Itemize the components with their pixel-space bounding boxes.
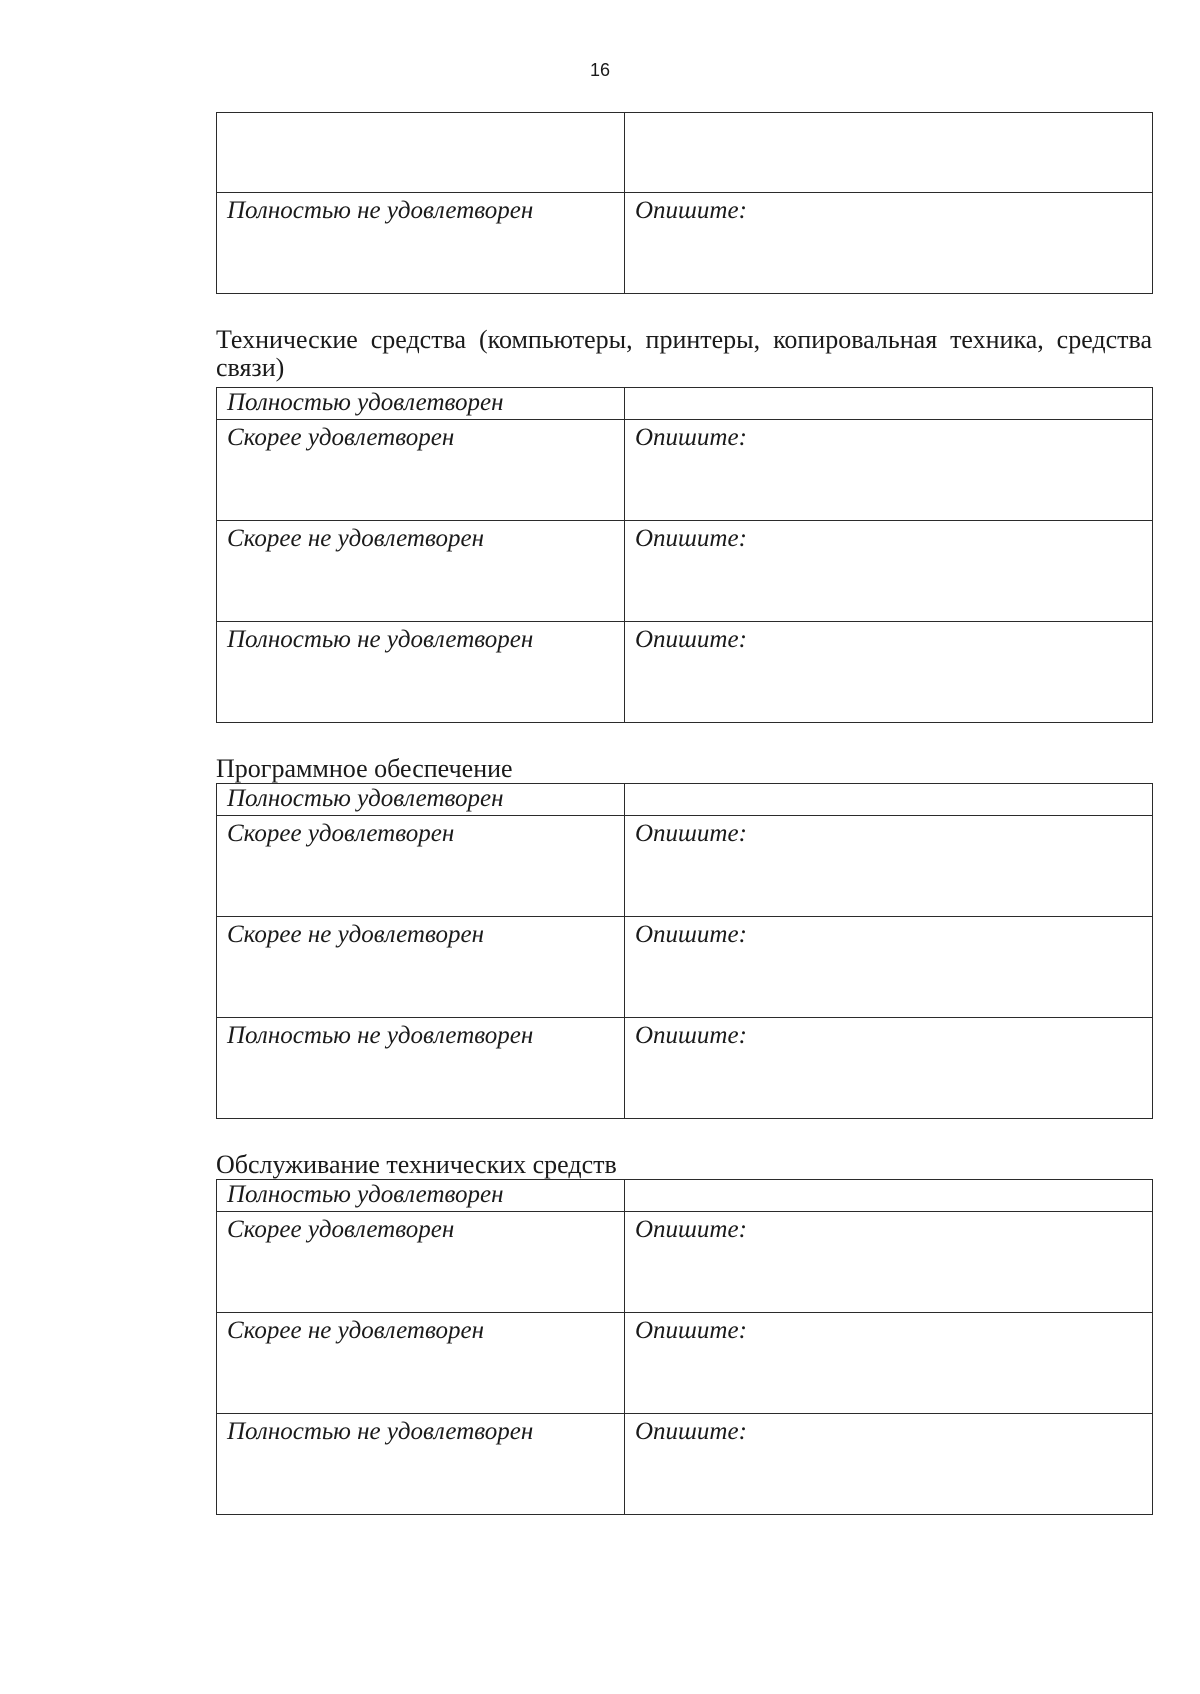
survey-table-software (216, 783, 1153, 1119)
rating-cell: Скорее не удовлетворен (217, 917, 625, 1018)
table-row (217, 784, 1153, 816)
comment-cell[interactable]: Опишите: (625, 1212, 1153, 1313)
section-title-hardware: Технические средства (компьютеры, принтеры, копировальная техника, средства связи) (216, 325, 1152, 382)
rating-cell: Скорее удовлетворен (217, 1212, 625, 1313)
comment-cell[interactable]: Опишите: (625, 1313, 1153, 1414)
page-number: 16 (589, 60, 611, 80)
comment-cell[interactable]: Опишите: (625, 420, 1153, 521)
comment-cell[interactable] (625, 1180, 1153, 1212)
table-row (217, 1212, 1153, 1313)
rating-cell: Скорее не удовлетворен (217, 1313, 625, 1414)
table-row (217, 622, 1153, 723)
rating-cell: Полностью не удовлетворен (217, 193, 625, 294)
comment-cell[interactable] (625, 388, 1153, 420)
comment-cell[interactable]: Опишите: (625, 193, 1153, 294)
table-row (217, 1414, 1153, 1515)
table-row (217, 521, 1153, 622)
comment-cell[interactable]: Опишите: (625, 816, 1153, 917)
survey-table-maintenance (216, 1179, 1153, 1515)
rating-cell: Скорее не удовлетворен (217, 521, 625, 622)
rating-cell: Полностью удовлетворен (217, 1180, 625, 1212)
table-row (217, 917, 1153, 1018)
rating-cell: Скорее удовлетворен (217, 816, 625, 917)
rating-cell: Полностью удовлетворен (217, 388, 625, 420)
rating-cell: Полностью не удовлетворен (217, 1414, 625, 1515)
comment-cell[interactable]: Опишите: (625, 917, 1153, 1018)
survey-table-continued (216, 112, 1153, 294)
rating-cell: Полностью не удовлетворен (217, 1018, 625, 1119)
table-row (217, 1180, 1153, 1212)
table-row (217, 1018, 1153, 1119)
comment-cell[interactable]: Опишите: (625, 1414, 1153, 1515)
table-row (217, 816, 1153, 917)
table-row (217, 1313, 1153, 1414)
section-title-maintenance: Обслуживание технических средств (216, 1150, 617, 1179)
comment-cell[interactable] (625, 113, 1153, 193)
rating-cell: Полностью не удовлетворен (217, 622, 625, 723)
rating-cell: Полностью удовлетворен (217, 784, 625, 816)
survey-table-hardware (216, 387, 1153, 723)
comment-cell[interactable]: Опишите: (625, 1018, 1153, 1119)
table-row (217, 193, 1153, 294)
table-row (217, 113, 1153, 193)
table-row (217, 388, 1153, 420)
table-row (217, 420, 1153, 521)
rating-cell (217, 113, 625, 193)
rating-cell: Скорее удовлетворен (217, 420, 625, 521)
comment-cell[interactable]: Опишите: (625, 521, 1153, 622)
section-title-software: Программное обеспечение (216, 754, 513, 783)
comment-cell[interactable] (625, 784, 1153, 816)
comment-cell[interactable]: Опишите: (625, 622, 1153, 723)
